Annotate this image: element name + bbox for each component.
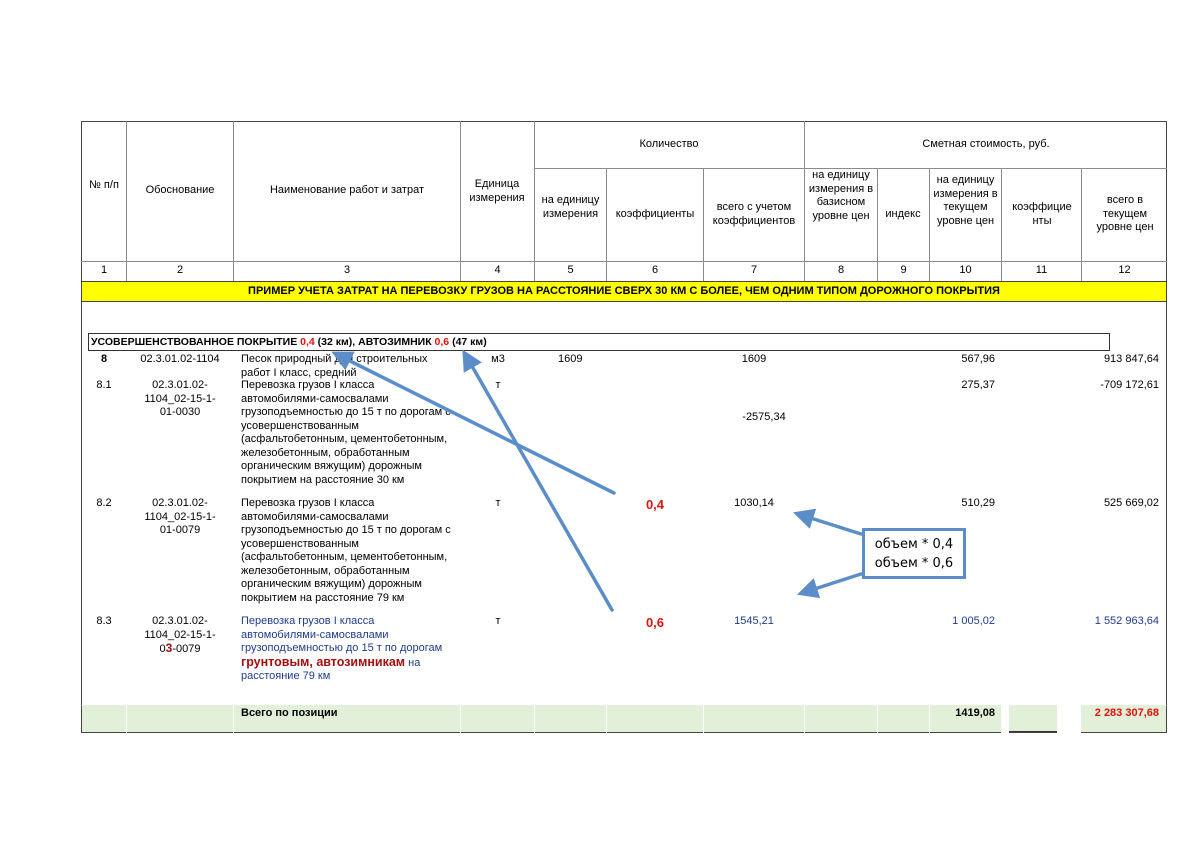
row-cost-current: 567,96 (961, 353, 995, 365)
grid-line (534, 705, 535, 733)
col-number: 3 (343, 264, 351, 276)
total-cost-current: 1419,08 (955, 707, 995, 719)
row-basis-highlight: 3 (165, 641, 173, 655)
grid-line (804, 705, 805, 733)
header-cost-index: индекс (885, 208, 921, 220)
row-cost-current: 275,37 (961, 379, 995, 391)
callout-line: объем * 0,4 (874, 537, 954, 552)
row-coef: 0,4 (645, 497, 665, 512)
row-cost-current: 1 005,02 (952, 615, 995, 627)
grid-line (126, 121, 127, 281)
col-number: 10 (959, 264, 972, 276)
row-basis: 02.3.01.02-1104 (140, 353, 220, 365)
row-coef: 0,6 (645, 615, 665, 630)
row-name: Перевозка грузов I класса автомобилями-самосвалами грузоподъемностью до 15 т по дорогам с усовершенствованным (асфальтобетонным, цементобетонным, железобетонным, обработанным органическим вяжущим) дорожным покрытием на расстояние 79 км (241, 497, 451, 604)
header-cost-base: на единицу измерения в базисном уровне цен (808, 169, 874, 222)
section-heading (88, 333, 1110, 351)
row-cost-current: 510,29 (961, 497, 995, 509)
total-label: Всего по позиции (241, 707, 338, 719)
callout-line: объем * 0,6 (874, 556, 954, 571)
grid-line (606, 705, 607, 733)
grid-line (460, 705, 461, 733)
row-name-part: Перевозка грузов I класса автомобилями-самосвалами грузоподъемностью до 15 т по дорогам (241, 615, 443, 654)
row-unit: т (495, 615, 501, 627)
row-num: 8 (100, 353, 108, 365)
row-total: -709 172,61 (1100, 379, 1159, 391)
grid-line (1009, 731, 1057, 732)
grid-line (804, 121, 805, 281)
header-quantity-group: Количество (639, 138, 699, 150)
row-basis (140, 615, 220, 657)
header-basis: Обоснование (145, 184, 215, 196)
row-unit: т (495, 497, 501, 509)
header-name: Наименование работ и затрат (269, 184, 424, 196)
row-unit: м3 (491, 353, 505, 365)
header-cost-coef: коэффицие нты (1012, 201, 1072, 227)
formula-callout (862, 528, 966, 579)
section-coef-1: 0,4 (300, 336, 315, 348)
row-total: 1 552 963,64 (1094, 615, 1159, 627)
row-qty-total: 1609 (741, 353, 767, 365)
grid-line (126, 705, 127, 733)
row-total: 913 847,64 (1103, 353, 1159, 365)
col-number: 11 (1035, 264, 1048, 276)
header-cost-group: Сметная стоимость, руб. (922, 138, 1050, 150)
row-name: Перевозка грузов I класса автомобилями-самосвалами грузоподъемностью до 15 т по дорогам с усовершенствованным (асфальтобетонным, цементобетонным, железобетонным, обработанным органическим вяжущим) дорожным покрытием на расстояние 30 км (241, 379, 451, 486)
section-text: (32 км), АВТОЗИМНИК (314, 336, 435, 348)
grid-line (703, 705, 704, 733)
col-number: 8 (837, 264, 845, 276)
row-basis: 02.3.01.02-1104_02-15-1-01-0030 (144, 379, 216, 418)
total-amount: 2 283 307,68 (1094, 707, 1159, 719)
row-qty-total: -2575,34 (742, 411, 786, 423)
header-qty-per-unit: на единицу измерения (541, 194, 600, 220)
row-name: Песок природный для строительных работ I класс, средний (241, 353, 428, 379)
col-number: 7 (750, 264, 758, 276)
row-name-highlight: грунтовым, автозимникам (241, 654, 406, 669)
header-num: № п/п (89, 179, 119, 191)
row-num: 8.3 (96, 615, 112, 627)
row-name (241, 615, 456, 684)
grid-line (929, 705, 930, 733)
row-qty-total: 1030,14 (734, 497, 774, 509)
row-name-part: на расстояние 79 км (241, 656, 421, 682)
grid-line (81, 261, 1167, 262)
col-number: 5 (567, 264, 574, 276)
col-number: 9 (900, 264, 907, 276)
header-qty-total: всего с учетом коэффициентов (712, 201, 796, 227)
header-cost-current: на единицу измерения в текущем уровне цен (933, 174, 998, 227)
header-qty-coef: коэффициенты (615, 208, 695, 220)
row-num: 8.1 (96, 379, 112, 391)
section-text: (47 км) (449, 336, 487, 348)
section-text: УСОВЕРШЕНСТВОВАННОЕ ПОКРЫТИЕ (91, 336, 301, 348)
header-unit: Единица измерения (469, 178, 525, 204)
cell-gap (1057, 705, 1081, 733)
row-qty-total: 1545,21 (734, 615, 774, 627)
grid-line (877, 705, 878, 733)
header-cost-total: всего в текущем уровне цен (1096, 194, 1154, 233)
section-banner: ПРИМЕР УЧЕТА ЗАТРАТ НА ПЕРЕВОЗКУ ГРУЗОВ НА РАССТОЯНИЕ СВЕРХ 30 КМ С БОЛЕЕ, ЧЕМ ОДНИМ ТИПОМ ДОРОЖНОГО ПОКРЫТИЯ (81, 281, 1167, 302)
row-basis: 02.3.01.02-1104_02-15-1-01-0079 (144, 497, 216, 536)
grid-line (233, 705, 234, 733)
grid-line (460, 121, 461, 281)
col-number: 4 (494, 264, 501, 276)
col-number: 2 (176, 264, 184, 276)
row-qty-unit: 1609 (558, 353, 583, 365)
section-coef-2: 0,6 (434, 336, 450, 348)
grid-line (233, 121, 234, 281)
col-number: 1 (100, 264, 108, 276)
row-total: 525 669,02 (1103, 497, 1159, 509)
grid-line (534, 121, 535, 281)
col-number: 12 (1118, 264, 1131, 276)
col-number: 6 (651, 264, 659, 276)
row-num: 8.2 (96, 497, 112, 509)
row-basis-part: 02.3.01.02-1104_02-15-1-0 (144, 615, 216, 655)
row-unit: т (495, 379, 501, 391)
row-basis-part: -0079 (172, 643, 201, 655)
cell-gap (1001, 705, 1009, 733)
